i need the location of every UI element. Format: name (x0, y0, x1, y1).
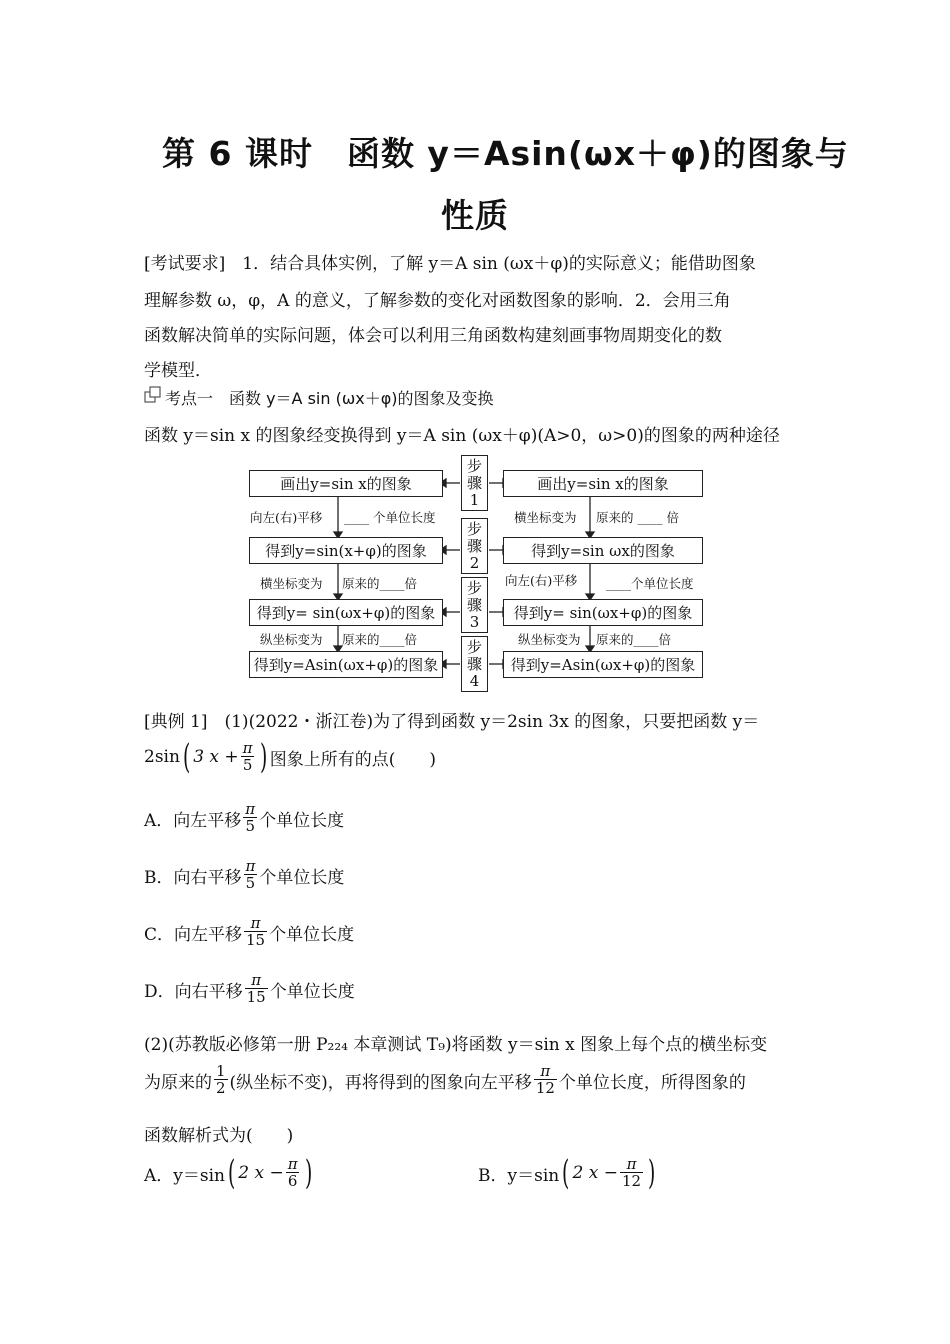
left-box-4: 得到y=Asin(ωx+φ)的图象 (249, 651, 443, 678)
section-heading: 考点一 函数 y＝A sin (ωx＋φ)的图象及变换 (165, 389, 494, 408)
step-2-number: 2 (469, 553, 480, 572)
example1-func: 2sin (144, 747, 180, 767)
left-note-3-label: 纵坐标变为 (260, 632, 323, 647)
fraction-numerator: π (626, 1155, 637, 1173)
pi-over-12-fraction (534, 1064, 557, 1096)
pi-over-5-fraction (241, 741, 255, 773)
option-D-fraction (245, 973, 268, 1005)
example2-line2-a: 为原来的 (144, 1072, 212, 1093)
example2-option-A-fraction (286, 1157, 300, 1189)
option-A-suffix: 个单位长度 (259, 810, 345, 831)
step-1-char-1: 步 (466, 456, 482, 475)
fraction-numerator: π (287, 1155, 298, 1173)
fraction-numerator: π (251, 971, 262, 989)
option-A-fraction (243, 802, 257, 834)
example2-option-B-inner: 2 x − (572, 1163, 618, 1183)
example2-option-B-prefix: B．y＝sin (478, 1165, 560, 1186)
option-A-prefix: A．向左平移 (144, 810, 242, 831)
left-note-3-value: 原来的____倍 (342, 632, 418, 647)
right-note-3-value: 原来的____倍 (596, 632, 672, 647)
example2-line2-b: (纵坐标不变)，再将得到的图象向左平移 (229, 1072, 532, 1093)
requirements-line-4: 学模型． (144, 361, 212, 381)
paren-right: ) (648, 1153, 656, 1193)
page-title-line2: 性质 (441, 196, 509, 235)
example2-line3: 函数解析式为( ) (144, 1126, 294, 1146)
right-note-1-label: 横坐标变为 (514, 510, 577, 525)
example1-inner: 3 x + (193, 747, 239, 767)
example2-option-A-prefix: A．y＝sin (144, 1165, 225, 1186)
right-box-1: 画出y=sin x的图象 (503, 470, 703, 497)
page-title-line1: 第 6 课时 函数 y＝Asin(ωx＋φ)的图象与 (162, 134, 849, 173)
option-B-prefix: B．向右平移 (144, 867, 242, 888)
left-box-2: 得到y=sin(x+φ)的图象 (249, 537, 443, 564)
step-4-char-2: 骤 (466, 654, 482, 673)
left-note-2-value: 原来的____倍 (342, 576, 418, 591)
fraction-denominator: 2 (216, 1079, 226, 1097)
requirements-line-3: 函数解决简单的实际问题，体会可以利用三角函数构建刻画事物周期变化的数 (144, 326, 722, 346)
fraction-denominator: 5 (245, 874, 256, 892)
option-B[interactable] (144, 859, 344, 891)
step-4-number: 4 (469, 671, 480, 690)
option-B-suffix: 个单位长度 (259, 867, 345, 888)
step-2-char-1: 步 (466, 519, 482, 538)
left-note-1-label: 向左(右)平移 (250, 510, 323, 525)
fraction-denominator: 15 (246, 988, 266, 1006)
step-2-char-2: 骤 (466, 536, 482, 555)
half-fraction (214, 1064, 228, 1096)
fraction-denominator: 5 (245, 817, 255, 835)
right-note-2-label: 向左(右)平移 (505, 573, 578, 588)
option-D[interactable] (144, 973, 355, 1005)
right-box-4: 得到y=Asin(ωx+φ)的图象 (503, 651, 703, 678)
example2-option-B[interactable] (478, 1153, 658, 1193)
option-C-fraction (244, 916, 267, 948)
option-C-prefix: C．向左平移 (144, 924, 243, 945)
option-C[interactable] (144, 916, 354, 948)
right-box-2: 得到y=sin ωx的图象 (503, 537, 703, 564)
step-box-4 (461, 636, 488, 692)
right-note-3-label: 纵坐标变为 (518, 632, 581, 647)
paren-right: ) (259, 737, 267, 777)
step-box-1 (461, 455, 488, 511)
paren-left: ( (562, 1153, 570, 1193)
requirements-line-1: [考试要求] 1．结合具体实例，了解 y＝A sin (ωx＋φ)的实际意义；能借助图象 (144, 254, 756, 274)
step-1-number: 1 (469, 490, 480, 509)
step-3-char-2: 骤 (466, 595, 482, 614)
step-3-number: 3 (469, 612, 480, 631)
option-D-suffix: 个单位长度 (269, 981, 355, 1002)
fraction-numerator: π (540, 1062, 551, 1080)
step-box-3 (461, 577, 488, 633)
fraction-numerator: 1 (216, 1062, 226, 1080)
right-box-3: 得到y= sin(ωx+φ)的图象 (503, 599, 703, 626)
fraction-denominator: 6 (287, 1172, 298, 1190)
fraction-numerator: π (245, 857, 256, 875)
intro-text: 函数 y＝sin x 的图象经变换得到 y＝A sin (ωx＋φ)(A>0，ω>0)的图象的两种途径 (144, 426, 780, 446)
fraction-denominator: 12 (621, 1172, 642, 1190)
example2-line2 (144, 1064, 746, 1096)
step-3-char-1: 步 (466, 578, 482, 597)
fraction-numerator: π (245, 800, 256, 818)
step-1-char-2: 骤 (466, 473, 482, 492)
example2-option-A[interactable] (144, 1153, 315, 1193)
example2-line2-c: 个单位长度，所得图象的 (558, 1072, 746, 1093)
left-box-1: 画出y=sin x的图象 (249, 470, 443, 497)
fraction-numerator: π (250, 914, 261, 932)
example2-option-B-fraction (620, 1157, 643, 1189)
fraction-denominator: 15 (246, 931, 266, 949)
fraction-denominator: 5 (242, 756, 253, 774)
step-4-char-1: 步 (466, 637, 482, 656)
left-box-3: 得到y= sin(ωx+φ)的图象 (249, 599, 443, 626)
fraction-denominator: 12 (535, 1079, 555, 1097)
step-box-2 (461, 518, 488, 574)
left-note-1-value: ____ 个单位长度 (344, 510, 436, 525)
option-B-fraction (244, 859, 258, 891)
option-A[interactable] (144, 802, 344, 834)
option-D-prefix: D．向右平移 (144, 981, 243, 1002)
paren-right: ) (304, 1153, 312, 1193)
example2-line1: (2)(苏教版必修第一册 P₂₂₄ 本章测试 T₉)将函数 y＝sin x 图象上每个点的横坐标变 (144, 1035, 768, 1055)
option-C-suffix: 个单位长度 (269, 924, 355, 945)
left-note-2-label: 横坐标变为 (260, 576, 323, 591)
example1-line2 (144, 737, 437, 777)
right-note-2-value: ____个单位长度 (606, 576, 694, 591)
paren-left: ( (227, 1153, 236, 1193)
fraction-numerator: π (242, 739, 253, 757)
paren-left: ( (182, 737, 191, 777)
example1-line1: [典例 1] (1)(2022・浙江卷)为了得到函数 y＝2sin 3x 的图象，只要把函数 y＝ (144, 712, 760, 732)
example2-option-A-inner: 2 x − (238, 1163, 284, 1183)
requirements-line-2: 理解参数 ω，φ，A 的意义，了解参数的变化对函数图象的影响．2．会用三角 (144, 291, 731, 311)
example1-question: 图象上所有的点( ) (269, 749, 437, 770)
right-note-1-value: 原来的 ____ 倍 (596, 510, 679, 525)
